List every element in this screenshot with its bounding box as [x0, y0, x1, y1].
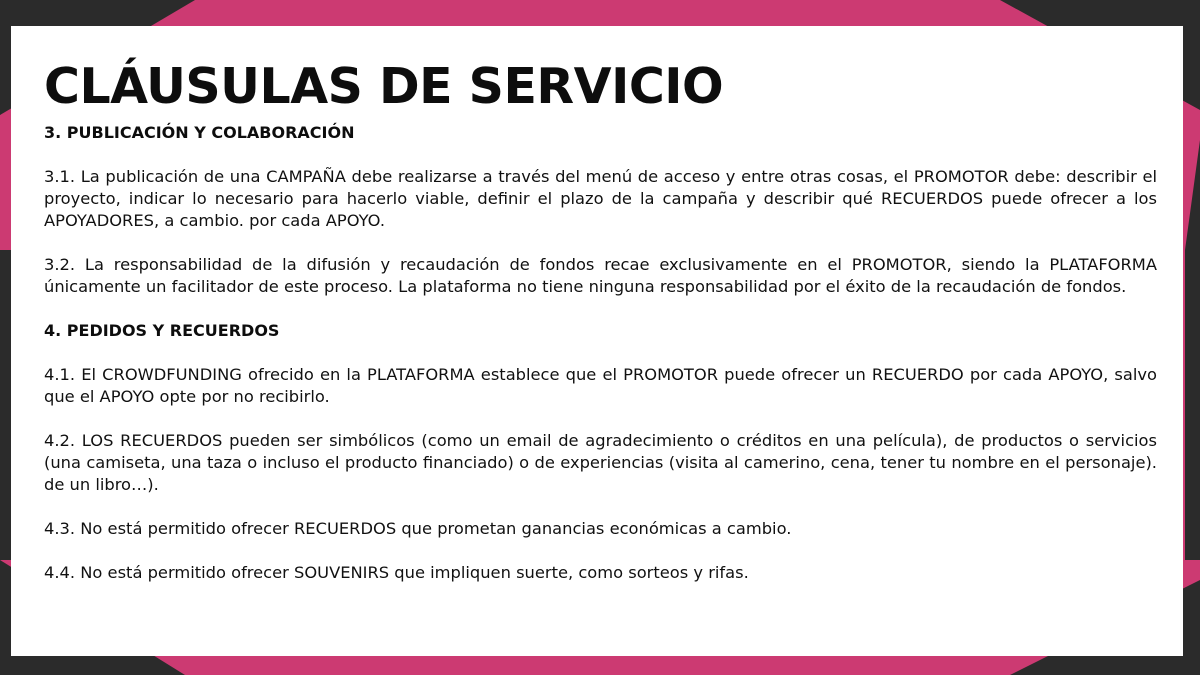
section-pedidos — [44, 320, 1157, 584]
clause-4-4: 4.4. No está permitido ofrecer SOUVENIRS que impliquen suerte, como sorteos y rifas. — [44, 563, 749, 582]
content-card — [11, 26, 1183, 656]
section-publicacion — [44, 122, 1157, 320]
section-heading: 3. PUBLICACIÓN Y COLABORACIÓN — [44, 123, 355, 142]
spacer — [44, 540, 1157, 562]
page-title: CLÁUSULAS DE SERVICIO — [44, 58, 724, 115]
spacer — [44, 496, 1157, 518]
spacer — [44, 342, 1157, 364]
clause-4-3: 4.3. No está permitido ofrecer RECUERDOS que prometan ganancias económicas a cambio. — [44, 519, 792, 538]
spacer — [44, 298, 1157, 320]
clause-3-2: 3.2. La responsabilidad de la difusión y recaudación de fondos recae exclusivamente en el PROMOTOR, siendo la PLATAFORMA únicamente un facilitador de este proceso. La plataforma no tiene ninguna responsabilidad por el éxito de la recaudación de fondos. — [44, 255, 1157, 296]
clause-4-2: 4.2. LOS RECUERDOS pueden ser simbólicos (como un email de agradecimiento o créditos en una película), de productos o servicios (una camiseta, una taza o incluso el producto financiado) o de experiencias (visita al camerino, cena, tener tu nombre en el personaje). de un libro…). — [44, 431, 1157, 494]
clause-3-1: 3.1. La publicación de una CAMPAÑA debe realizarse a través del menú de acceso y entre otras cosas, el PROMOTOR debe: describir el proyecto, indicar lo necesario para hacerlo viable, definir el plazo de la campaña y describir qué RECUERDOS puede ofrecer a los APOYADORES, a cambio. por cada APOYO. — [44, 167, 1157, 230]
spacer — [44, 408, 1157, 430]
spacer — [44, 144, 1157, 166]
clause-4-1: 4.1. El CROWDFUNDING ofrecido en la PLATAFORMA establece que el PROMOTOR puede ofrecer un RECUERDO por cada APOYO, salvo que el APOYO opte por no recibirlo. — [44, 365, 1157, 406]
section-heading: 4. PEDIDOS Y RECUERDOS — [44, 321, 280, 340]
spacer — [44, 232, 1157, 254]
